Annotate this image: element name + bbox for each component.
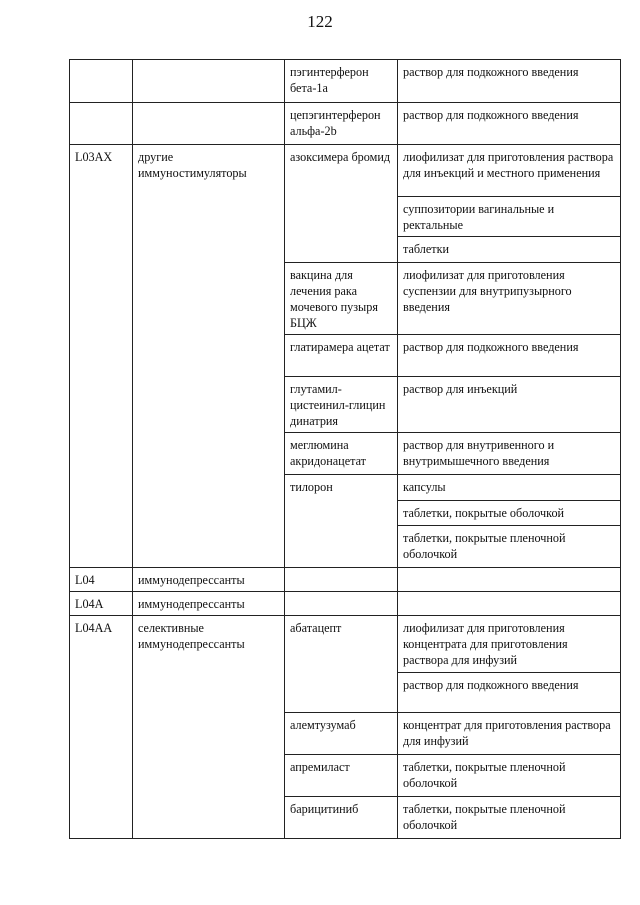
drug-cell: цепэгинтерферон альфа-2b [285,103,398,145]
table-row [70,592,621,616]
form-cell: таблетки [398,237,621,263]
form-cell: концентрат для приготовления раствора для инфузий [398,713,621,755]
form-cell [398,568,621,592]
form-cell: лиофилизат для приготовления концентрата для приготовления раствора для инфузий [398,616,621,673]
code-cell [70,103,133,145]
code-cell: L03AX [70,145,133,568]
form-cell: раствор для подкожного введения [398,60,621,103]
group-cell [133,103,285,145]
form-cell: таблетки, покрытые пленочной оболочкой [398,797,621,839]
code-cell: L04A [70,592,133,616]
group-cell [133,60,285,103]
form-cell: раствор для подкожного введения [398,673,621,713]
group-cell: иммунодепрессанты [133,592,285,616]
page-number: 122 [307,12,333,31]
code-cell: L04 [70,568,133,592]
drug-cell: абатацепт [285,616,398,713]
form-cell: раствор для внутривенного и внутримышечного введения [398,433,621,475]
group-cell: селективные иммунодепрессанты [133,616,285,839]
table-row [70,103,621,145]
form-cell [398,592,621,616]
drug-cell: пэгинтерферон бета-1a [285,60,398,103]
drug-cell: барицитиниб [285,797,398,839]
drug-cell: азоксимера бромид [285,145,398,263]
drug-cell [285,592,398,616]
drug-cell: апремиласт [285,755,398,797]
form-cell: лиофилизат для приготовления суспензии для внутрипузырного введения [398,263,621,335]
table-row [70,616,621,673]
form-cell: таблетки, покрытые пленочной оболочкой [398,755,621,797]
drug-cell [285,568,398,592]
form-cell: раствор для подкожного введения [398,335,621,377]
table-row [70,568,621,592]
code-cell [70,60,133,103]
drug-table [69,59,621,839]
drug-cell: глатирамера ацетат [285,335,398,377]
table-row [70,145,621,197]
form-cell: таблетки, покрытые оболочкой [398,501,621,526]
group-cell: иммунодепрессанты [133,568,285,592]
form-cell: суппозитории вагинальные и ректальные [398,197,621,237]
drug-cell: меглюмина акридонацетат [285,433,398,475]
code-cell: L04AA [70,616,133,839]
form-cell: раствор для инъекций [398,377,621,433]
form-cell: раствор для подкожного введения [398,103,621,145]
group-cell: другие иммуностимуляторы [133,145,285,568]
drug-cell: вакцина для лечения рака мочевого пузыря БЦЖ [285,263,398,335]
table-row [70,60,621,103]
drug-cell: тилорон [285,475,398,568]
drug-cell: алемтузумаб [285,713,398,755]
form-cell: таблетки, покрытые пленочной оболочкой [398,526,621,568]
drug-cell: глутамил-цистеинил-глицин динатрия [285,377,398,433]
form-cell: лиофилизат для приготовления раствора для инъекций и местного применения [398,145,621,197]
form-cell: капсулы [398,475,621,501]
